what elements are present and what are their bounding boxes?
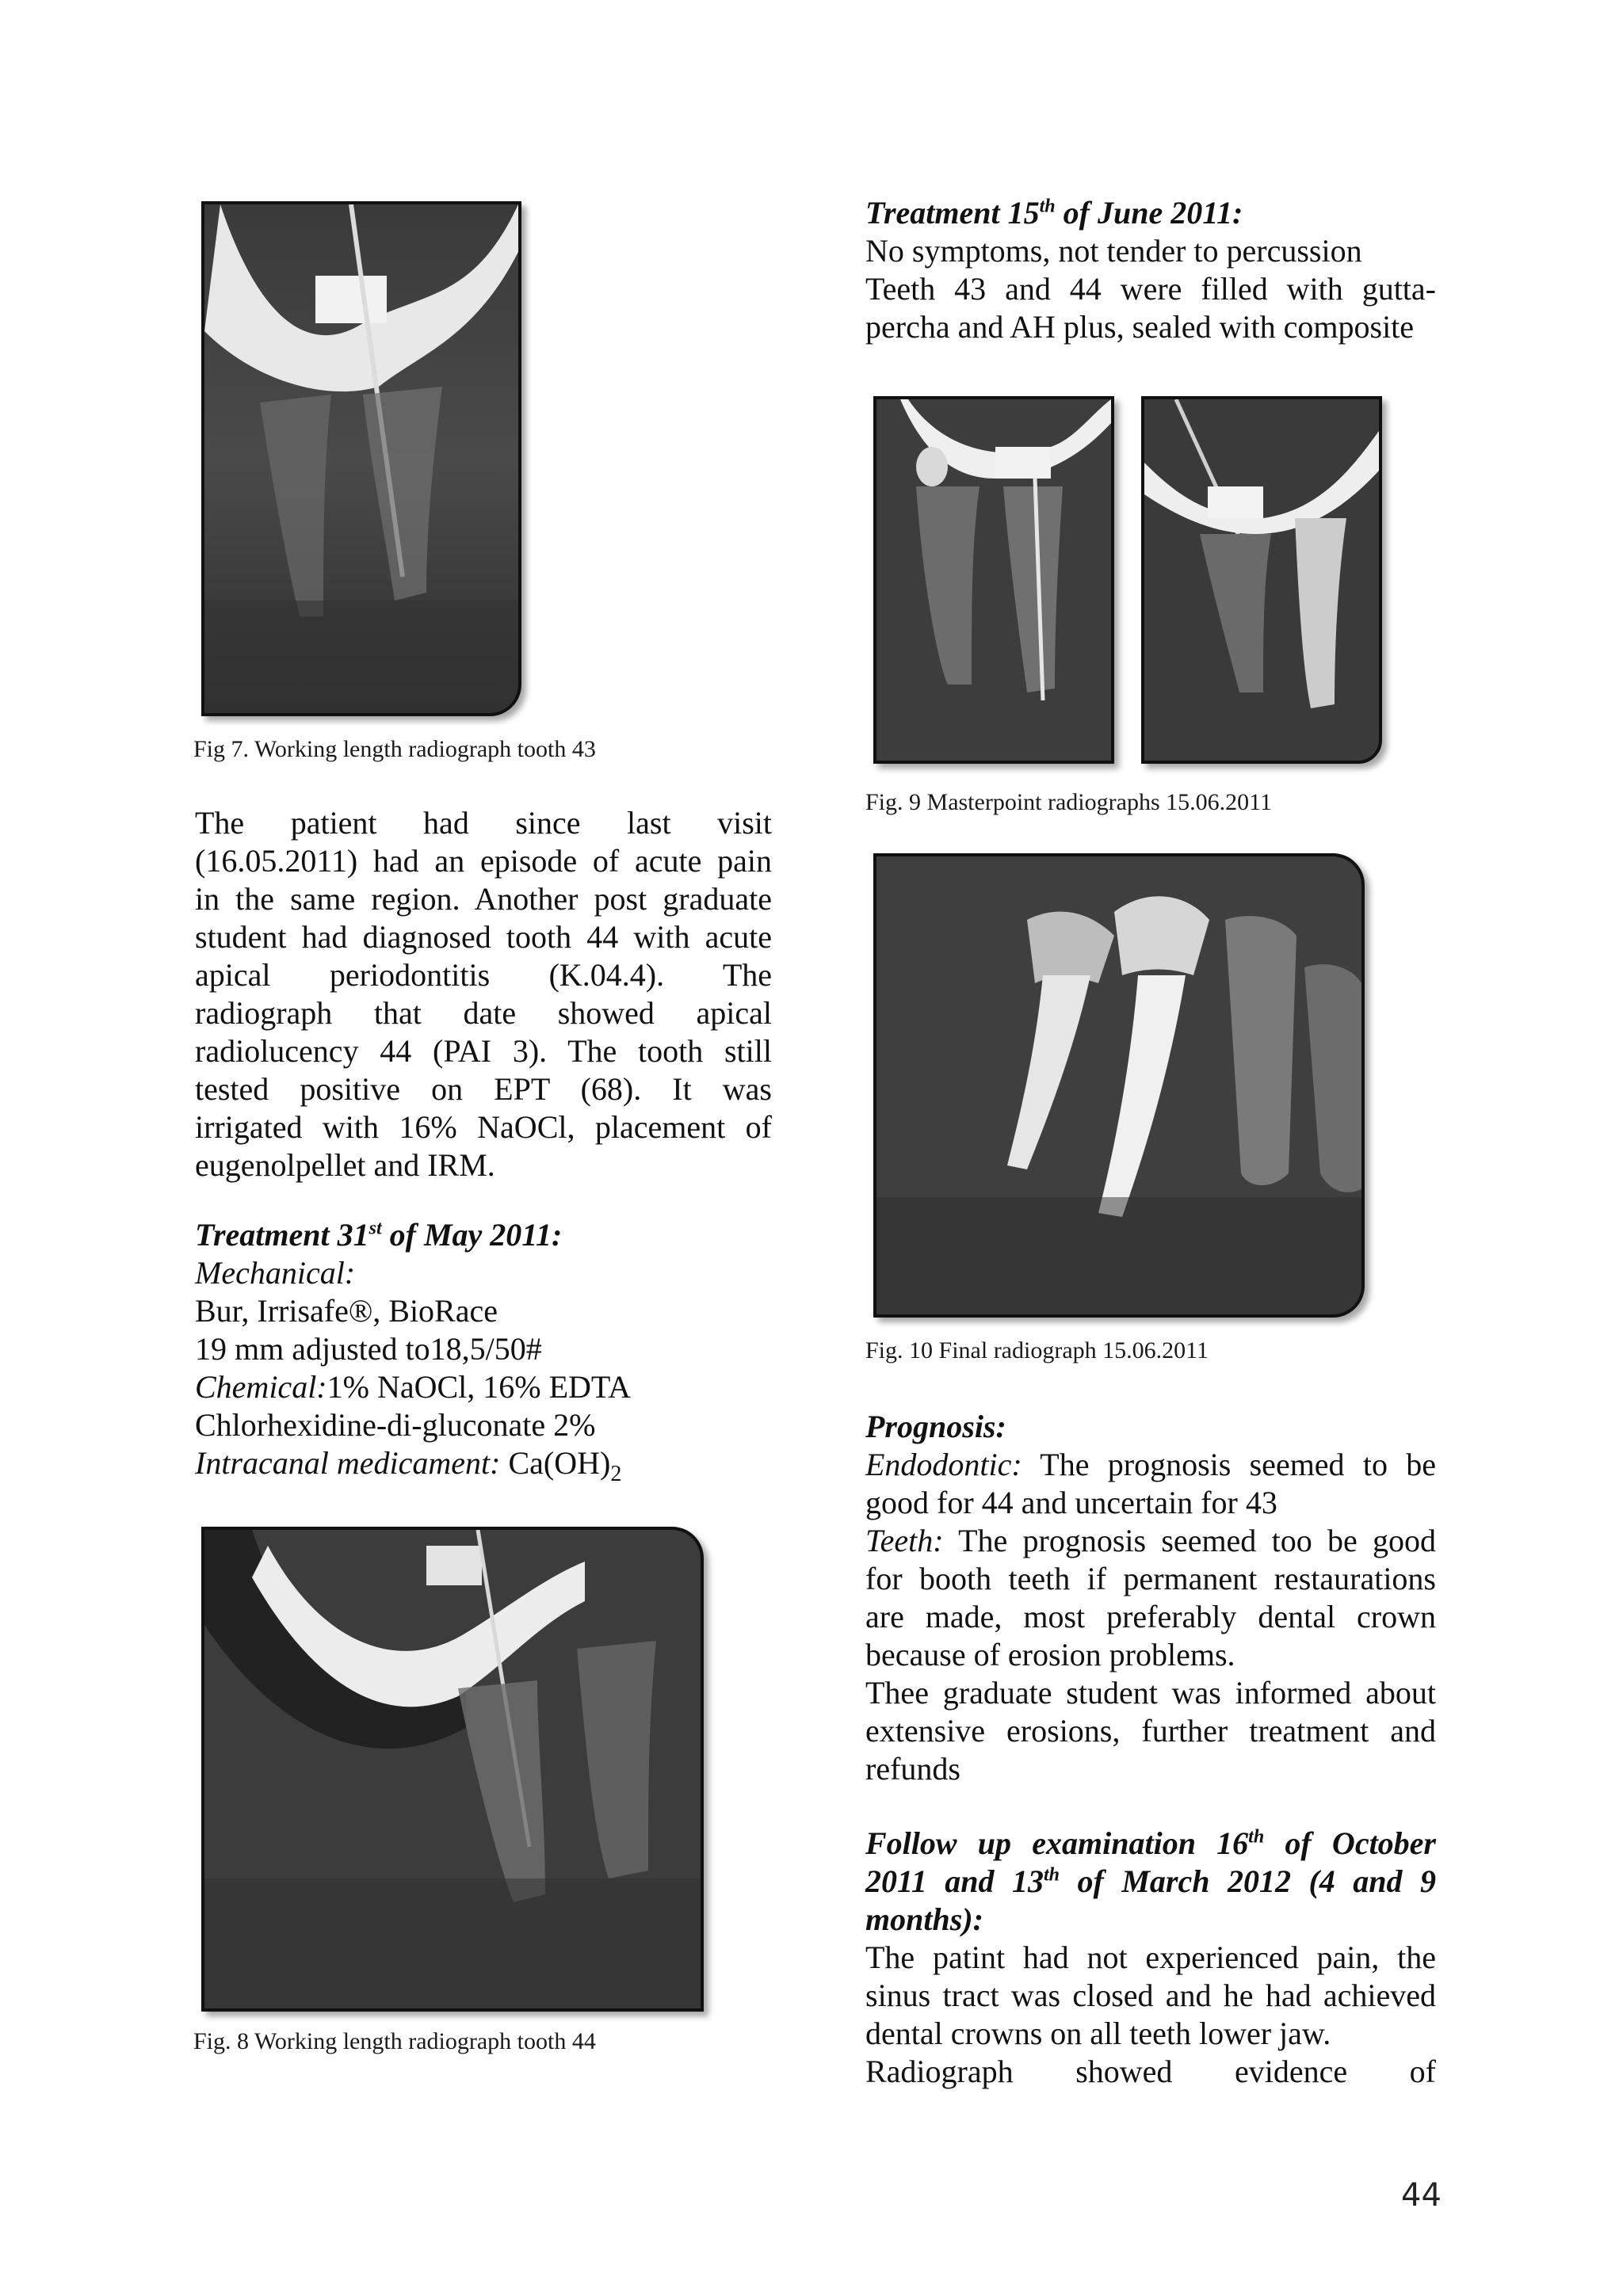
text-line: because of erosion problems.	[865, 1637, 1235, 1672]
text-line: radiograph that date showed apical	[195, 995, 772, 1031]
paragraph-acute-pain	[195, 804, 772, 1184]
mechanical-instruments: Bur, Irrisafe®, BioRace	[195, 1293, 498, 1329]
fig8-radiograph	[201, 1527, 704, 2012]
fig10-radiograph	[873, 853, 1365, 1318]
fig9-radiograph-left	[873, 396, 1114, 764]
treatment-june-heading: Treatment 15th of June 2011:	[865, 195, 1243, 231]
mechanical-label: Mechanical:	[195, 1255, 356, 1291]
text-line: (16.05.2011) had an episode of acute pain	[195, 843, 772, 879]
fig8-caption: Fig. 8 Working length radiograph tooth 44	[193, 2028, 596, 2054]
intracanal-line: Intracanal medicament: $Ca(OH)_2$	[195, 1445, 622, 1486]
text-line: extensive erosions, further treatment and	[865, 1713, 1436, 1749]
text-line: irrigated with 16% NaOCl, placement of	[195, 1109, 772, 1145]
endodontic-line: Endodontic: The prognosis seemed to be	[865, 1447, 1436, 1482]
fig7-caption: Fig 7. Working length radiograph tooth 43	[193, 736, 596, 762]
text-line: good for 44 and uncertain for 43	[865, 1485, 1277, 1520]
text-line: in the same region. Another post graduate	[195, 881, 772, 917]
followup-heading-1: Follow up examination 16th of October	[865, 1825, 1437, 1861]
chemical-line: Chemical:1% NaOCl, 16% EDTA	[195, 1369, 632, 1405]
treatment-may-section	[195, 1216, 772, 1486]
text-line: eugenolpellet and IRM.	[195, 1147, 495, 1183]
page-number: 44	[1401, 2177, 1442, 2214]
mechanical-length: 19 mm adjusted to18,5/50#	[195, 1331, 542, 1367]
fig9-radiograph-right	[1141, 396, 1382, 764]
text-line: Thee graduate student was informed about	[865, 1675, 1436, 1711]
text-line: percha and AH plus, sealed with composite	[865, 309, 1415, 345]
prognosis-section	[865, 1408, 1436, 1788]
followup-heading-2: 2011 and 13th of March 2012 (4 and 9	[865, 1863, 1436, 1899]
text-line: tested positive on EPT (68). It was	[195, 1071, 772, 1107]
text-line: No symptoms, not tender to percussion	[865, 233, 1362, 269]
followup-heading-3: months):	[865, 1901, 983, 1937]
text-line: Radiograph showed evidence of	[865, 2054, 1436, 2089]
followup-section	[865, 1825, 1436, 2091]
text-line: sinus tract was closed and he had achieved	[865, 1978, 1436, 2013]
treatment-may-heading: Treatment 31st of May 2011:	[195, 1217, 563, 1253]
fig10-caption: Fig. 10 Final radiograph 15.06.2011	[865, 1337, 1209, 1363]
text-line: apical periodontitis (K.04.4). The	[195, 957, 772, 993]
prognosis-heading: Prognosis:	[865, 1409, 1006, 1444]
text-line: Teeth 43 and 44 were filled with gutta-	[865, 271, 1436, 307]
fig7-radiograph	[201, 201, 521, 716]
text-line: dental crowns on all teeth lower jaw.	[865, 2016, 1331, 2051]
text-line: radiolucency 44 (PAI 3). The tooth still	[195, 1033, 772, 1069]
treatment-june-section	[865, 194, 1436, 346]
text-line: The patient had since last visit	[195, 805, 772, 841]
teeth-line: Teeth: The prognosis seemed too be good	[865, 1523, 1436, 1558]
text-line: student had diagnosed tooth 44 with acute	[195, 919, 772, 955]
text-line: for booth teeth if permanent restaurations	[865, 1561, 1436, 1596]
text-line: refunds	[865, 1751, 960, 1787]
text-line: The patint had not experienced pain, the	[865, 1939, 1436, 1975]
chemical-line-2: Chlorhexidine-di-gluconate 2%	[195, 1407, 596, 1443]
fig9-caption: Fig. 9 Masterpoint radiographs 15.06.2011	[865, 789, 1273, 815]
text-line: are made, most preferably dental crown	[865, 1599, 1436, 1634]
